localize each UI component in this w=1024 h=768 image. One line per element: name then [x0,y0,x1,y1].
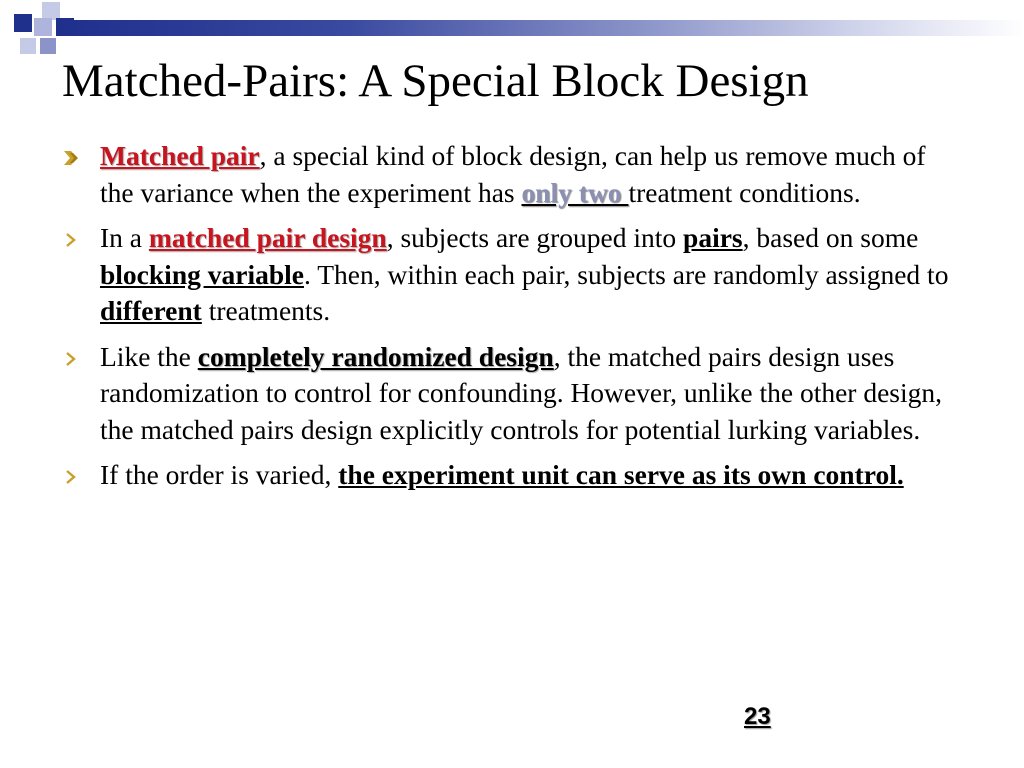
bullet-text: If the order is varied, [100,459,339,490]
bullet-item [62,339,962,449]
term-pairs: pairs [683,222,743,253]
page-number: 23 [744,703,771,730]
bullet-text: , subjects are grouped into [386,222,684,253]
header-gradient-bar [60,20,1024,36]
term-only-two: only two [521,176,629,208]
term-different: different [100,295,202,326]
bullet-text: , based on some [742,222,919,253]
arrow-bullet-icon [62,220,86,256]
bullet-text: In a [100,222,149,253]
arrow-bullet-icon [62,138,86,174]
bullet-text: Like the [100,340,198,372]
term-own-control: the experiment unit can serve as its own control. [338,459,904,490]
arrow-bullet-icon [62,339,86,375]
bullet-text: treatments. [201,295,331,326]
bullet-item [62,138,962,211]
bullet-text: . Then, within each pair, subjects are randomly assigned to [303,258,949,290]
term-matched-pair: Matched pair [100,140,260,171]
bullet-text: , the matched pairs design uses randomization to control for confounding. However, unlike the other design, the matched pairs design explicitly controls for potential lurking variables. [100,340,943,445]
term-completely-randomized-design: completely randomized design [197,340,554,372]
term-blocking-variable: blocking variable [100,258,304,290]
bullet-list [62,138,962,503]
bullet-item [62,457,962,494]
bullet-item [62,220,962,330]
bullet-text: treatment conditions. [628,176,861,208]
slide-title: Matched-Pairs: A Special Block Design [62,55,809,107]
bullet-text: , a special kind of block design, can help us remove much of the variance when the experiment has [100,140,926,208]
arrow-bullet-icon [62,457,86,493]
term-matched-pair-design: matched pair design [148,222,387,253]
